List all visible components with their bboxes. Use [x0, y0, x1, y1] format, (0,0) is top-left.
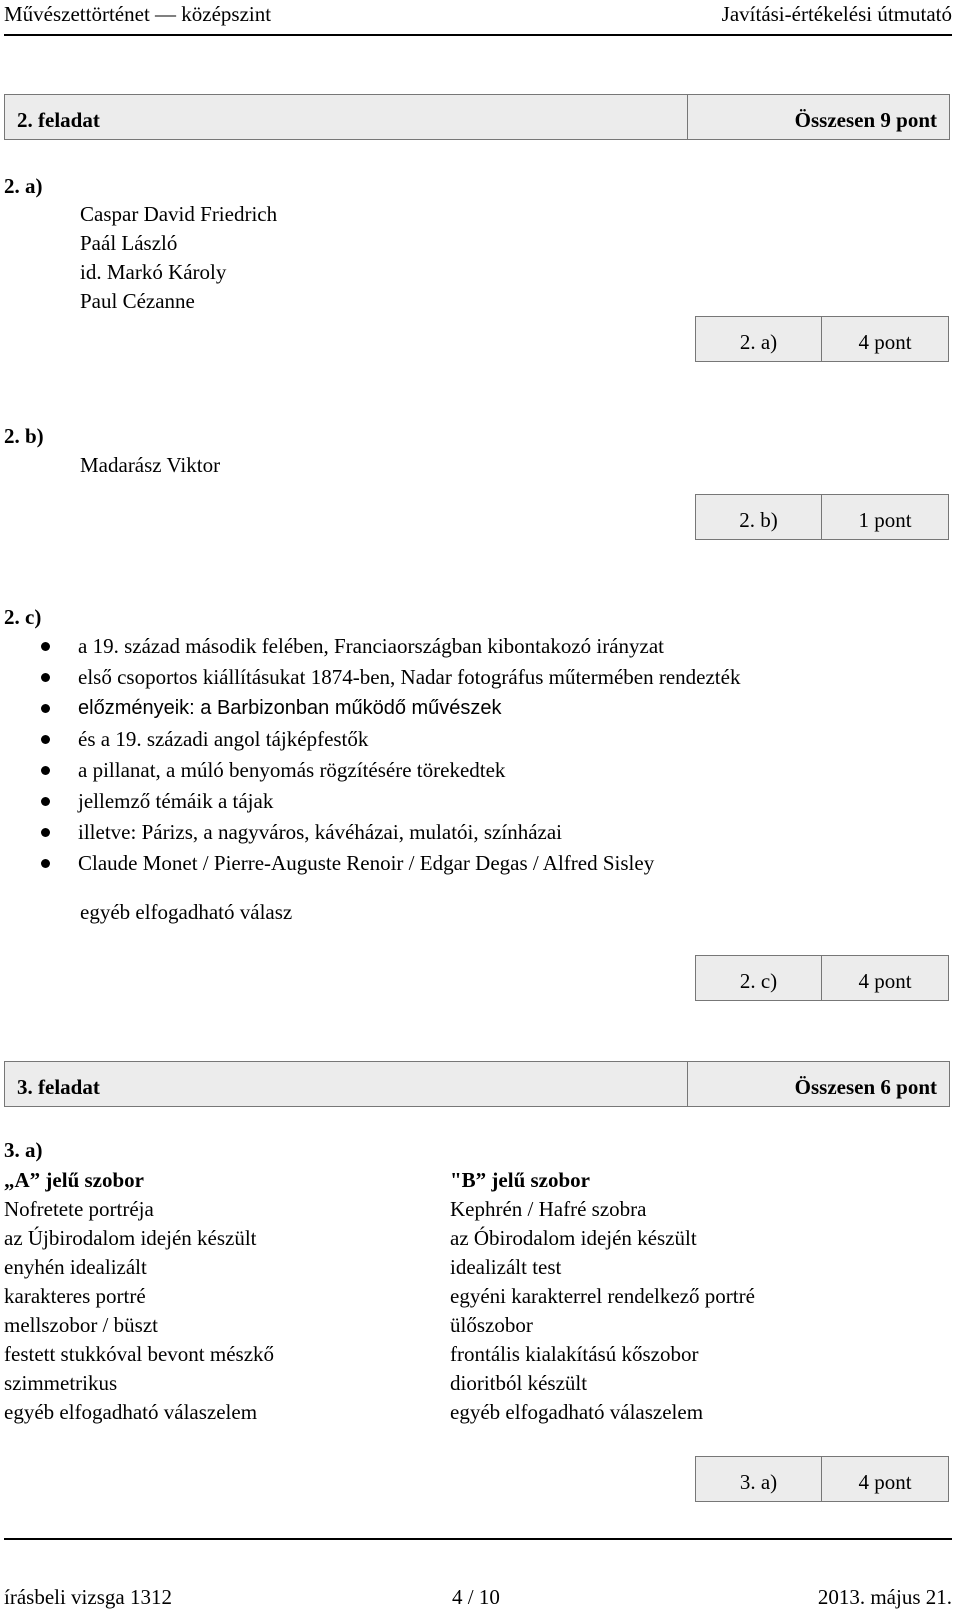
footer-page: 4 / 10: [452, 1585, 500, 1609]
col-b-item: egyéb elfogadható válaszelem: [450, 1400, 704, 1424]
col-a-item: az Újbirodalom idején készült: [4, 1226, 257, 1250]
task2c-bullet: jellemző témáik a tájak: [78, 789, 274, 813]
task2b-score-box: [695, 494, 949, 540]
task2c-score-box: [695, 955, 949, 1001]
task3-title: 3. feladat: [17, 1075, 100, 1099]
task2c-score-label: 2. c): [739, 969, 778, 993]
col-b-item: az Óbirodalom idején készült: [450, 1226, 697, 1250]
header-right: Javítási-értékelési útmutató: [721, 2, 952, 26]
header-left: Művészettörténet — középszint: [4, 2, 272, 26]
col-b-item: dioritból készült: [450, 1371, 588, 1395]
task2c-bullet: előzményeik: a Barbizonban működő művészek: [78, 697, 502, 719]
task3-header: [4, 1061, 950, 1107]
task3a-score: 4 pont: [858, 1470, 912, 1494]
col-a-item: egyéb elfogadható válaszelem: [4, 1400, 258, 1424]
col-a-title: „A” jelű szobor: [4, 1168, 144, 1192]
col-b-item: Kephrén / Hafré szobra: [450, 1197, 647, 1221]
task3a-score-box: [695, 1456, 949, 1502]
col-a-item: mellszobor / büszt: [4, 1313, 158, 1337]
task2c-label: 2. c): [4, 605, 42, 629]
task2b-label: 2. b): [4, 424, 44, 448]
task3-total: Összesen 6 pont: [794, 1075, 937, 1099]
footer-rule: [4, 1538, 952, 1540]
bullet-dot: [41, 859, 50, 868]
task2b-score: 1 pont: [858, 508, 912, 532]
task3-header-divider: [687, 1062, 688, 1106]
task3a-score-label: 3. a): [739, 1470, 778, 1494]
task2a-score-label: 2. a): [739, 330, 778, 354]
task2-header: [4, 94, 950, 140]
col-b-item: idealizált test: [450, 1255, 562, 1279]
task2c-bullet: első csoportos kiállításukat 1874-ben, Nadar fotográfus műtermében rendezték: [78, 665, 741, 689]
task2a-answer: Paul Cézanne: [80, 289, 195, 313]
task2b-answer: Madarász Viktor: [80, 453, 221, 477]
col-b-item: ülőszobor: [450, 1313, 533, 1337]
task2c-bullet: illetve: Párizs, a nagyváros, kávéházai, mulatói, színházai: [78, 820, 562, 844]
task2b-score-label: 2. b): [739, 508, 778, 532]
footer-date: 2013. május 21.: [817, 1585, 952, 1609]
col-a-item: Nofretete portréja: [4, 1197, 154, 1221]
col-a-item: enyhén idealizált: [4, 1255, 147, 1279]
task2a-answer: Paál László: [80, 231, 178, 255]
task2a-answer: id. Markó Károly: [80, 260, 227, 284]
task2-header-divider: [687, 95, 688, 139]
task2a-score: 4 pont: [858, 330, 912, 354]
task2c-bullet: a pillanat, a múló benyomás rögzítésére törekedtek: [78, 758, 506, 782]
bullet-dot: [41, 673, 50, 682]
task2a-label: 2. a): [4, 174, 43, 198]
task2-title: 2. feladat: [17, 108, 100, 132]
task2c-bullet: a 19. század második felében, Franciaországban kibontakozó irányzat: [78, 634, 665, 658]
bullet-dot: [41, 797, 50, 806]
footer-left: írásbeli vizsga 1312: [4, 1585, 172, 1609]
col-a-item: szimmetrikus: [4, 1371, 118, 1395]
col-b-item: frontális kialakítású kőszobor: [450, 1342, 699, 1366]
task2a-answer: Caspar David Friedrich: [80, 202, 278, 226]
header-rule: [4, 34, 952, 36]
task3a-label: 3. a): [4, 1138, 43, 1162]
task2c-bullet: Claude Monet / Pierre-Auguste Renoir / Edgar Degas / Alfred Sisley: [78, 851, 655, 875]
task2a-score-box: [695, 316, 949, 362]
task2c-other: egyéb elfogadható válasz: [80, 900, 293, 924]
col-b-title: "B” jelű szobor: [450, 1168, 590, 1192]
task2-total: Összesen 9 pont: [794, 108, 937, 132]
bullet-dot: [41, 828, 50, 837]
col-b-item: egyéni karakterrel rendelkező portré: [450, 1284, 755, 1308]
bullet-dot: [41, 735, 50, 744]
bullet-dot: [41, 766, 50, 775]
col-a-item: festett stukkóval bevont mészkő: [4, 1342, 275, 1366]
col-a-item: karakteres portré: [4, 1284, 146, 1308]
task2c-score: 4 pont: [858, 969, 912, 993]
bullet-dot: [41, 642, 50, 651]
bullet-dot: [41, 704, 50, 713]
task2c-bullet: és a 19. századi angol tájképfestők: [78, 727, 369, 751]
